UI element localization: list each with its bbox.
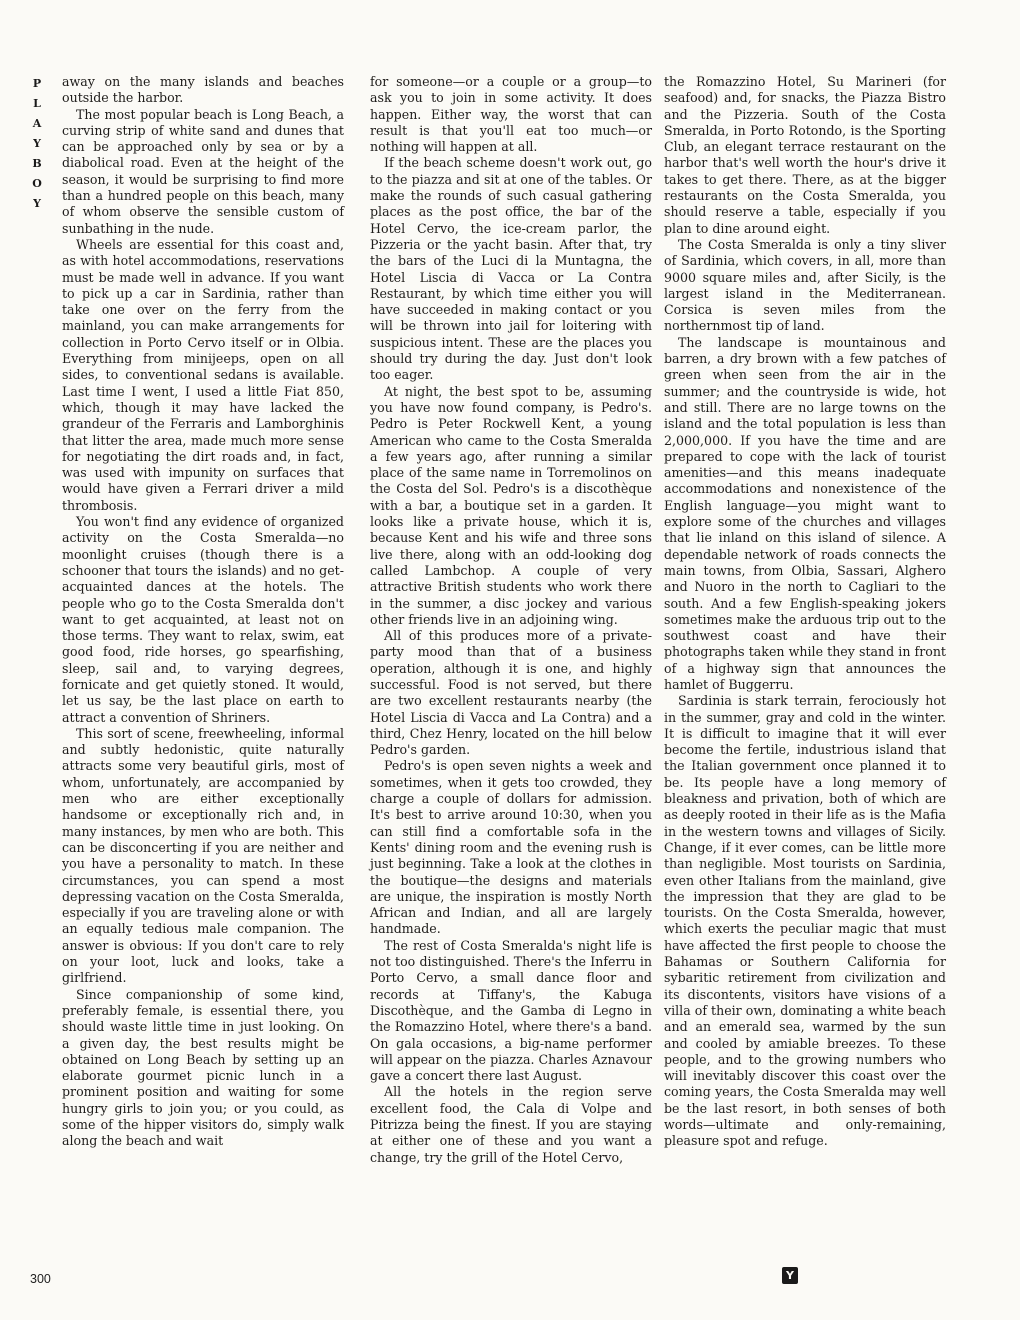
page-number: 300 bbox=[30, 1272, 51, 1286]
article-paragraph: Pedro's is open seven nights a week and sometimes, when it gets too crowded, they charge a couple of dollars for admission. It's best to arrive around 10:30, when you can still find a comfortable sofa in the Kents' dining room and the evening rush is just beginning. Take a look at the clothes in the boutique—the designs and materials are unique, the inspiration is mostly North African and Indian, and all are largely handmade. bbox=[370, 758, 652, 937]
magazine-name-letter: O bbox=[32, 177, 42, 190]
article-paragraph: You won't find any evidence of organized activity on the Costa Smeralda—no moonlight cruises (though there is a schooner that tours the islands) and no get-acquainted dances at the hotels. The people who go to the Costa Smeralda don't want to get acquainted, at least not on those terms. They want to relax, swim, eat good food, ride horses, go spearfishing, sleep, sail and, to varying degrees, fornicate and get quietly stoned. It would, let us say, be the last place on earth to attract a convention of Shriners. bbox=[62, 514, 344, 725]
magazine-name-letter: Y bbox=[33, 137, 41, 150]
article-paragraph: The landscape is mountainous and barren, a dry brown with a few patches of green when seen from the air in the summer; and the countryside is wide, hot and still. There are no large towns on the island and the total population is less than 2,000,000. If you have the time and are prepared to cope with the lack of tourist amenities—and this means inadequate accommodations and nonexistence of the English language—you might want to explore some of the churches and villages that lie inland on this island of silence. A dependable network of roads connects the main towns, from Olbia, Sassari, Alghero and Nuoro in the north to Cagliari to the south. And a few English-speaking jokers sometimes make the arduous trip out to the southwest coast and have their photographs taken while they stand in front of a highway sign that announces the hamlet of Buggerru. bbox=[664, 334, 946, 692]
magazine-name-letter: L bbox=[33, 97, 41, 110]
magazine-name-letter: B bbox=[32, 157, 42, 170]
article-paragraph: for someone—or a couple or a group—to ask you to join in some activity. It does happen. Either way, the worst that can result is that you'll eat too much—or nothing will happen at all. bbox=[370, 74, 652, 155]
article-paragraph: Sardinia is stark terrain, ferociously hot in the summer, gray and cold in the winter. It is difficult to imagine that it will ever become the fertile, industrious island that the Italian government once planned it to be. Its people have a long memory of bleakness and privation, both of which are as deeply rooted in their life as is the Mafia in the western towns and villages of Sicily. Change, if it ever comes, can be little more than negligible. Most tourists on Sardinia, even other Italians from the mainland, give the impression that they are glad to be tourists. On the Costa Smeralda, however, which exerts the peculiar magic that must have affected the first people to choose the Bahamas or Southern California for sybaritic retirement from civilization and its discontents, visitors have visions of a villa of their own, dominating a white beach and an emerald sea, warmed by the sun and cooled by amiable breezes. To these people, and to the growing numbers who will inevitably discover this coast over the coming years, the Costa Smeralda may well be the last resort, in both senses of both words—ultimate and only-remaining, pleasure spot and refuge. bbox=[664, 693, 946, 1149]
end-mark-icon: Y bbox=[782, 1267, 798, 1284]
article-paragraph: This sort of scene, freewheeling, informal and subtly hedonistic, quite naturally attracts some very beautiful girls, most of whom, unfortunately, are accompanied by men who are either exceptionally handsome or exceptionally rich and, in many instances, by men who are both. This can be disconcerting if you are neither and you have a personality to match. In these circumstances, you can spend a most depressing vacation on the Costa Smeralda, especially if you are traveling alone or with an equally tedious male companion. The answer is obvious: If you don't care to rely on your loot, luck and looks, take a girlfriend. bbox=[62, 725, 344, 986]
article-paragraph: the Romazzino Hotel, Su Marineri (for seafood) and, for snacks, the Piazza Bistro and the Pizzeria. South of the Costa Smeralda, in Porto Rotondo, is the Sporting Club, an elegant terrace restaurant on the harbor that's well worth the hour's drive it takes to get there. There, as at the bigger restaurants on the Costa Smeralda, you should reserve a table, especially if you plan to dine around eight. bbox=[664, 74, 946, 236]
magazine-name-vertical bbox=[28, 74, 46, 214]
article-paragraph: All the hotels in the region serve excellent food, the Cala di Volpe and Pitrizza being the finest. If you are staying at either one of these and you want a change, try the grill of the Hotel Cervo, bbox=[370, 1084, 652, 1165]
article-paragraph: The most popular beach is Long Beach, a curving strip of white sand and dunes that can be approached only by sea or by a diabolical road. Even at the height of the season, it would be surprising to find more than a hundred people on this beach, many of whom observe the sensible custom of sunbathing in the nude. bbox=[62, 106, 344, 236]
magazine-name-letter: A bbox=[32, 117, 42, 130]
magazine-name-letter: P bbox=[32, 77, 42, 90]
article-paragraph: The rest of Costa Smeralda's night life is not too distinguished. There's the Inferru in Porto Cervo, a small dance floor and records at Tiffany's, the Kabuga Discothèque, and the Gamba di Legno in the Romazzino Hotel, where there's a band. On gala occasions, a big-name performer will appear on the piazza. Charles Aznavour gave a concert there last August. bbox=[370, 937, 652, 1084]
text-column-2 bbox=[370, 74, 652, 1166]
text-column-3 bbox=[664, 74, 946, 1150]
article-paragraph: If the beach scheme doesn't work out, go to the piazza and sit at one of the tables. Or make the rounds of such casual gathering places as the post office, the bar of the Hotel Cervo, the ice-cream parlor, the Pizzeria or the yacht basin. After that, try the bars of the Luci di la Muntagna, the Hotel Liscia di Vacca or La Contra Restaurant, by which time either you will have succeeded in making contact or you will be thrown into jail for loitering with suspicious intent. These are the places you should try during the day. Just don't look too eager. bbox=[370, 155, 652, 383]
article-paragraph: Wheels are essential for this coast and, as with hotel accommodations, reservations must be made well in advance. If you want to pick up a car in Sardinia, rather than take one over on the ferry from the mainland, you can make arrangements for collection in Porto Cervo itself or in Olbia. Everything from minijeeps, open on all sides, to conventional sedans is available. Last time I went, I used a little Fiat 850, which, though it may have lacked the grandeur of the Ferraris and Lamborghinis that litter the area, made much more sense for negotiating the dirt roads and, in fact, was used with impunity on surfaces that would have given a Ferrari driver a mild thrombosis. bbox=[62, 236, 344, 513]
magazine-name-letter: Y bbox=[33, 197, 41, 210]
article-paragraph: All of this produces more of a private-party mood than that of a business operation, although it is one, and highly successful. Food is not served, but there are two excellent restaurants nearby (the Hotel Liscia di Vacca and La Contra) and a third, Chez Henry, located on the hill below Pedro's garden. bbox=[370, 628, 652, 758]
article-paragraph: Since companionship of some kind, preferably female, is essential there, you should waste little time in just looking. On a given day, the best results might be obtained on Long Beach by setting up an elaborate gourmet picnic lunch in a prominent position and waiting for some hungry girls to join you; or you could, as some of the hipper visitors do, simply walk along the beach and wait bbox=[62, 986, 344, 1149]
article-paragraph: At night, the best spot to be, assuming you have now found company, is Pedro's. Pedro is Peter Rockwell Kent, a young American who came to the Costa Smeralda a few years ago, after running a similar place of the same name in Torremolinos on the Costa del Sol. Pedro's is a discothèque with a bar, a boutique set in a garden. It looks like a private house, which it is, because Kent and his wife and three sons live there, along with an odd-looking dog called Lambchop. A couple of very attractive British students who work there in the summer, a disc jockey and various other friends live in an adjoining wing. bbox=[370, 383, 652, 627]
article-paragraph: The Costa Smeralda is only a tiny sliver of Sardinia, which covers, in all, more than 9000 square miles and, after Sicily, is the largest island in the Mediterranean. Corsica is seven miles from the northernmost tip of land. bbox=[664, 236, 946, 334]
article-paragraph: away on the many islands and beaches outside the harbor. bbox=[62, 74, 344, 106]
text-column-1 bbox=[62, 74, 344, 1150]
